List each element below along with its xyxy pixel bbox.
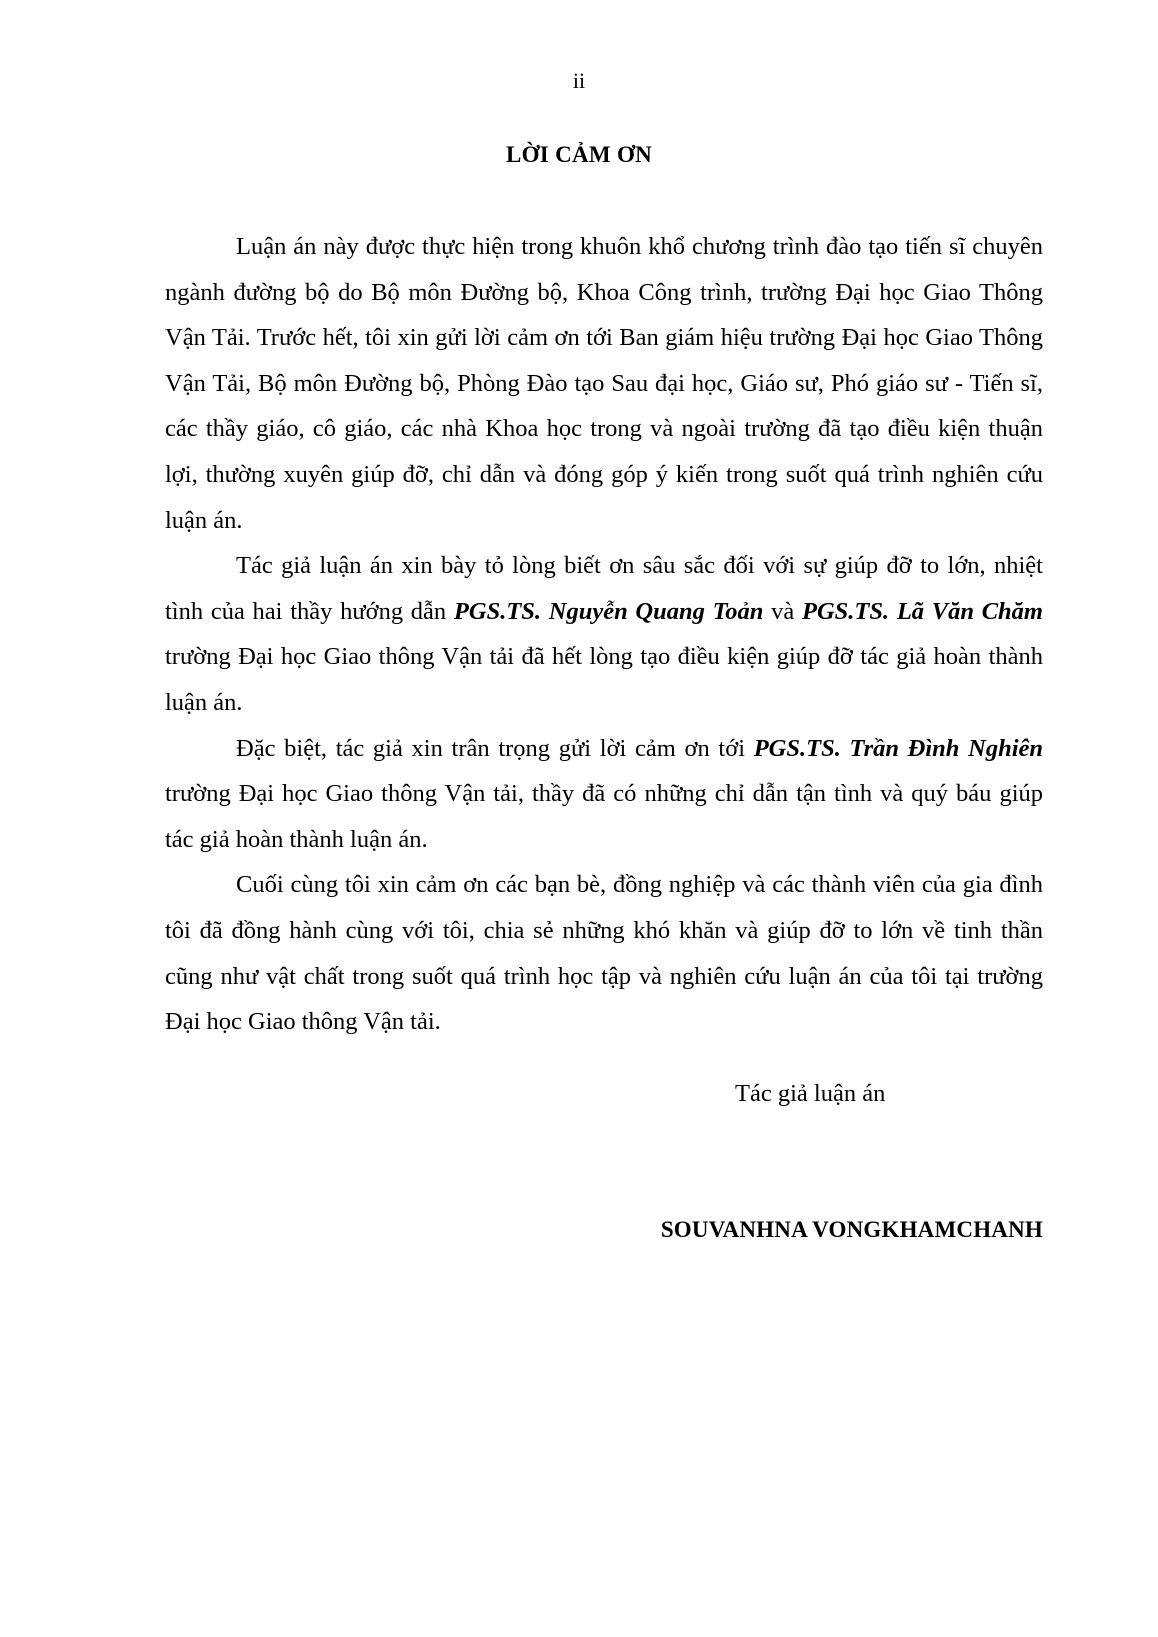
- paragraph-4: Cuối cùng tôi xin cảm ơn các bạn bè, đồng nghiệp và các thành viên của gia đình tôi đã đồng hành cùng với tôi, chia sẻ những khó khăn và giúp đỡ to lớn về tinh thần cũng như vật chất trong suốt quá trình học tập và nghiên cứu luận án của tôi tại trường Đại học Giao thông Vận tải.: [165, 871, 1043, 1036]
- paragraph-2-text-1: Tác giả luận án xin bày tỏ lòng biết ơn sâu sắc đối với sự giúp đỡ to lớn, nhiệt tình của hai thầy hướng dẫn: [165, 552, 1043, 625]
- paragraph-2-text-2: và: [763, 597, 802, 625]
- thanked-person-name: PGS.TS. Trần Đình Nghiên: [753, 734, 1043, 762]
- signature-role: Tác giả luận án: [735, 1080, 886, 1107]
- page-title: LỜI CẢM ƠN: [505, 142, 653, 167]
- paragraph-3: [165, 726, 1043, 863]
- author-name: SOUVANHNA VONGKHAMCHANH: [660, 1217, 1043, 1242]
- paragraph-2-text-3: trường Đại học Giao thông Vận tải đã hết lòng tạo điều kiện giúp đỡ tác giả hoàn thành luận án.: [165, 643, 1043, 716]
- paragraph-3-text-1: Đặc biệt, tác giả xin trân trọng gửi lời cảm ơn tới: [236, 734, 754, 762]
- paragraph-3-text-2: trường Đại học Giao thông Vận tải, thầy đã có những chỉ dẫn tận tình và quý báu giúp tác giả hoàn thành luận án.: [165, 780, 1043, 853]
- advisor-name-1: PGS.TS. Nguyễn Quang Toản: [453, 597, 764, 625]
- advisor-name-2: PGS.TS. Lã Văn Chăm: [802, 597, 1043, 625]
- page-number: ii: [572, 68, 586, 93]
- acknowledgement-body: [165, 224, 1043, 1045]
- paragraph-1: Luận án này được thực hiện trong khuôn khổ chương trình đào tạo tiến sĩ chuyên ngành đường bộ do Bộ môn Đường bộ, Khoa Công trình, trường Đại học Giao Thông Vận Tải. Trước hết, tôi xin gửi lời cảm ơn tới Ban giám hiệu trường Đại học Giao Thông Vận Tải, Bộ môn Đường bộ, Phòng Đào tạo Sau đại học, Giáo sư, Phó giáo sư - Tiến sĩ, các thầy giáo, cô giáo, các nhà Khoa học trong và ngoài trường đã tạo điều kiện thuận lợi, thường xuyên giúp đỡ, chỉ dẫn và đóng góp ý kiến trong suốt quá trình nghiên cứu luận án.: [165, 233, 1043, 534]
- paragraph-2: [165, 543, 1043, 725]
